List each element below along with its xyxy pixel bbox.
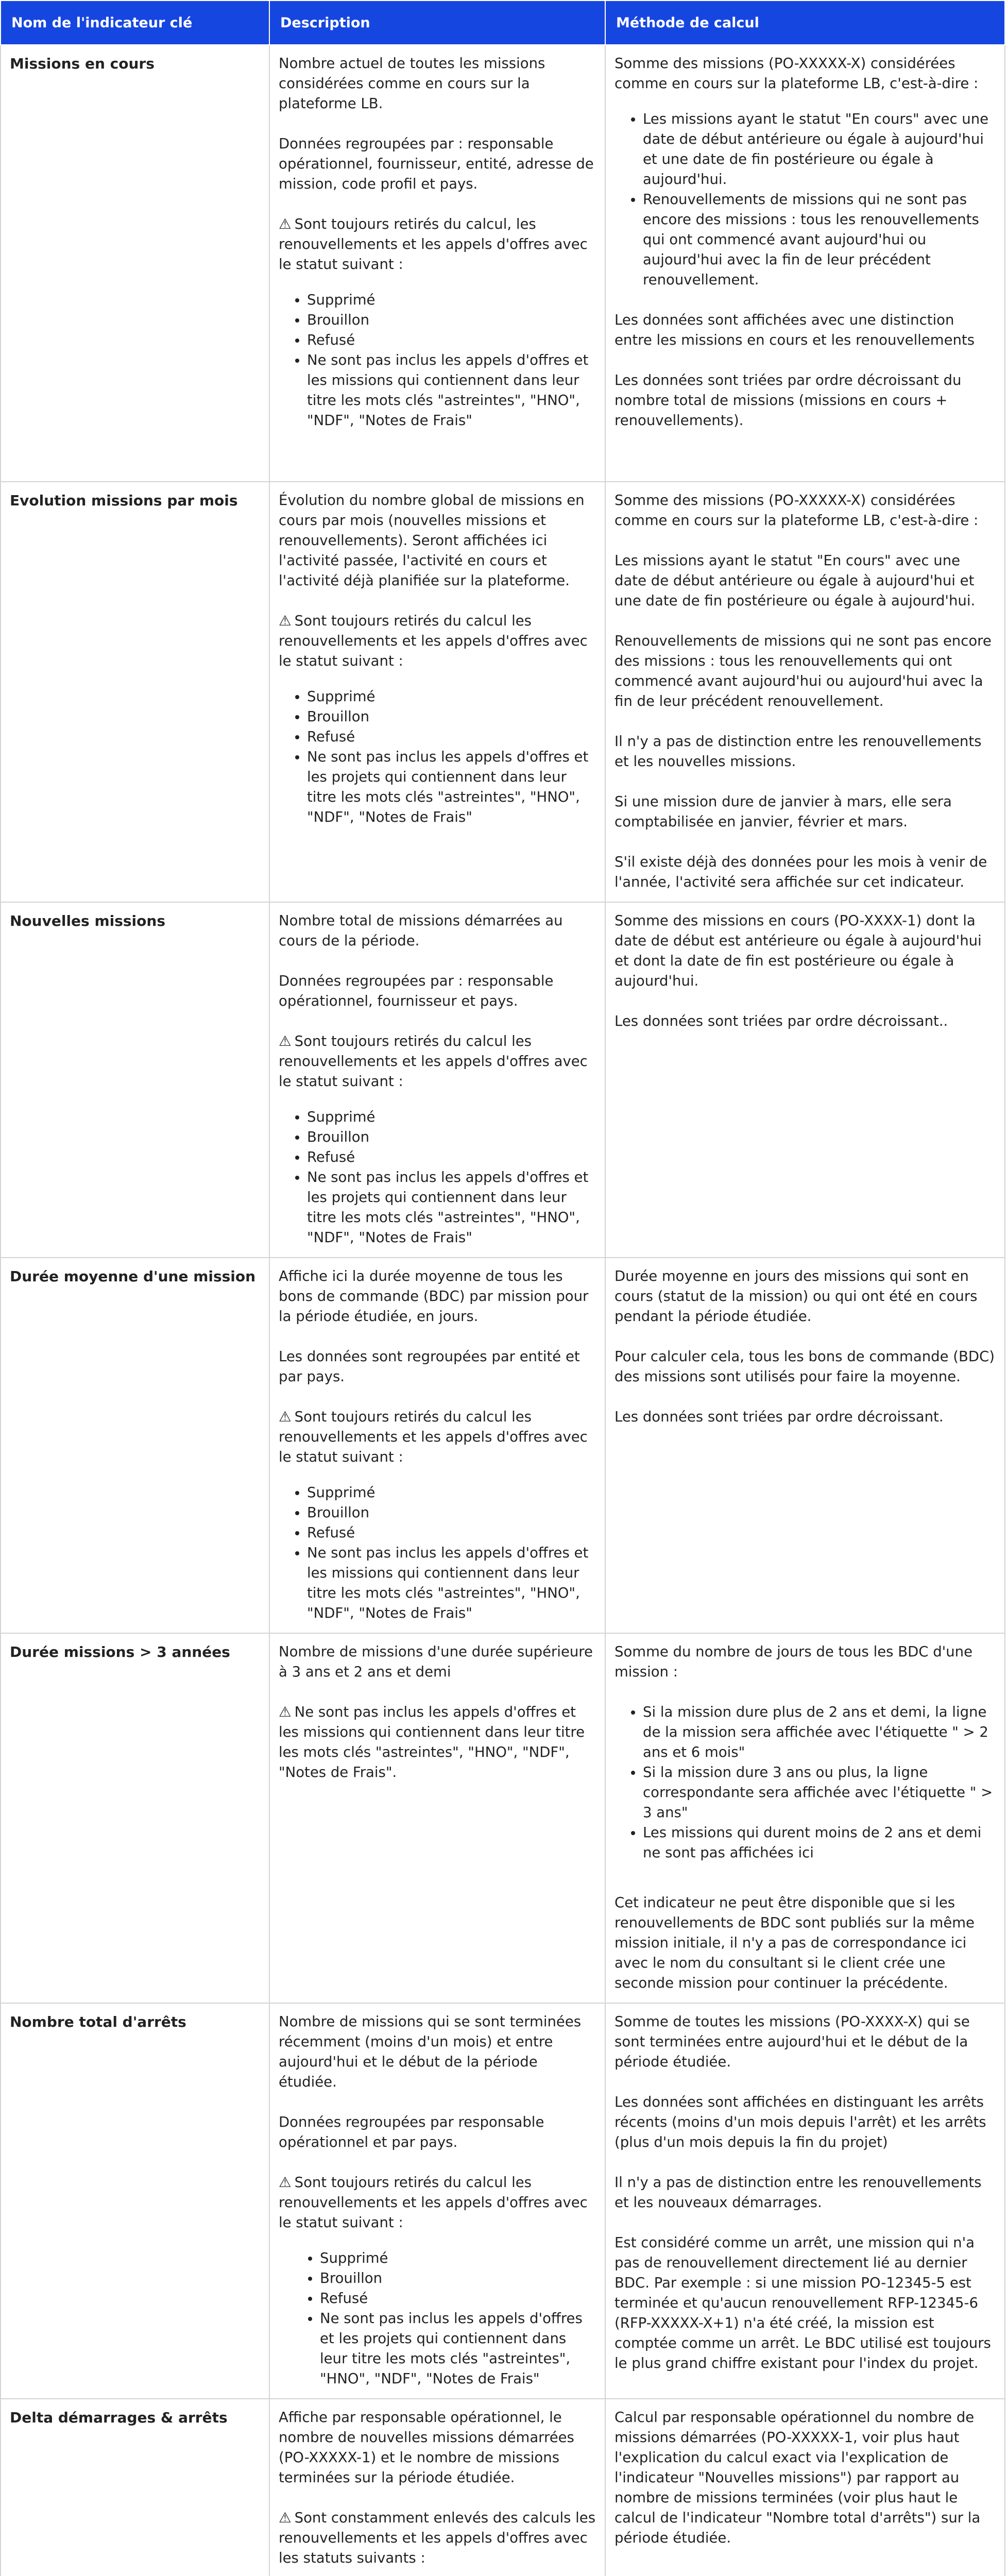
table-row bbox=[1, 45, 1005, 482]
list-item: • Supprimé bbox=[320, 2248, 596, 2268]
list-item: • Ne sont pas inclus les appels d'offres et les projets qui contiennent dans leur titre les mots clés "astreintes", "HNO", "NDF", "Notes de Frais" bbox=[307, 747, 596, 827]
description-text: Évolution du nombre global de missions en cours par mois (nouvelles missions et renouvellements). Seront affichées ici l'activité passée, l'activité en cours et l'activité déjà planifiée sur la plateforme. bbox=[279, 492, 585, 589]
list-item: • Ne sont pas inclus les appels d'offres et les projets qui contiennent dans leur titre les mots clés "astreintes", "HNO", "NDF", "Notes de Frais" bbox=[320, 2309, 596, 2389]
table-row bbox=[1, 2003, 1005, 2399]
warning-icon: ⚠ bbox=[279, 216, 292, 232]
description-cell bbox=[269, 902, 605, 1258]
description-text: Nombre de missions qui se sont terminées récemment (moins d'un mois) et entre aujourd'hui et le début de la période étudiée. bbox=[279, 2013, 582, 2090]
calculation-text: Somme du nombre de jours de tous les BDC d'une mission : bbox=[615, 1643, 973, 1680]
table-row bbox=[1, 902, 1005, 1258]
calculation-text: Les missions ayant le statut "En cours" avec une date de début antérieure ou égale à aujourd'hui et une date de fin postérieure ou égale à aujourd'hui. bbox=[615, 552, 976, 609]
warning-icon: ⚠ bbox=[279, 1704, 292, 1720]
calculation-text: Est considéré comme un arrêt, une mission qui n'a pas de renouvellement directement lié au dernier BDC. Par exemple : si une mission PO-12345-5 est terminée et qu'aucun renouvellement RFP-12345-6 (RFP-XXXXX-X+1) n'a été créé, la mission est comptée comme un arrêt. Le BDC utilisé est toujours le plus grand chiffre existant pour l'index du projet. bbox=[615, 2234, 991, 2371]
calculation-text: Les données sont triées par ordre décroissant.. bbox=[615, 1013, 948, 1029]
calculation-list bbox=[615, 1702, 996, 1863]
warning-note: ⚠ Sont toujours retirés du calcul les renouvellements et les appels d'offres avec le statut suivant : bbox=[279, 613, 588, 669]
warning-note: ⚠ Sont toujours retirés du calcul les renouvellements et les appels d'offres avec le statut suivant : bbox=[279, 2174, 588, 2231]
list-item: • Brouillon bbox=[307, 707, 596, 727]
list-item: • Refusé bbox=[307, 1523, 596, 1543]
table-row bbox=[1, 1633, 1005, 2003]
description-cell bbox=[269, 45, 605, 482]
description-cell bbox=[269, 2003, 605, 2399]
calculation-text: Les données sont affichées avec une distinction entre les missions en cours et les renouvellements bbox=[615, 312, 975, 348]
table-row bbox=[1, 2399, 1005, 2576]
list-item: • Les missions qui durent moins de 2 ans et demi ne sont pas affichées ici bbox=[643, 1823, 996, 1863]
description-text: Les données sont regroupées par entité et par pays. bbox=[279, 1348, 580, 1385]
exclusion-list bbox=[279, 687, 596, 827]
calculation-text: Calcul par responsable opérationnel du nombre de missions démarrées (PO-XXXXX-1, voir plus haut l'explication du calcul exact via l'explication de l'indicateur "Nouvelles missions") par rapport au nombre de missions terminées (voir plus haut le calcul de l'indicateur "Nombre total d'arrêts") sur la période étudiée. bbox=[615, 2409, 981, 2546]
list-item: • Brouillon bbox=[307, 310, 596, 330]
calculation-cell bbox=[605, 2003, 1005, 2399]
warning-note: ⚠ Sont toujours retirés du calcul les renouvellements et les appels d'offres avec le statut suivant : bbox=[279, 1409, 588, 1465]
calculation-text: Si une mission dure de janvier à mars, elle sera comptabilisée en janvier, février et mars. bbox=[615, 793, 952, 830]
table-row bbox=[1, 1258, 1005, 1633]
list-item: • Supprimé bbox=[307, 1483, 596, 1503]
list-item: • Brouillon bbox=[307, 1127, 596, 1147]
warning-icon: ⚠ bbox=[279, 613, 292, 629]
description-cell bbox=[269, 2399, 605, 2576]
list-item: • Ne sont pas inclus les appels d'offres et les missions qui contiennent dans leur titre les mots clés "astreintes", "HNO", "NDF", "Notes de Frais" bbox=[307, 350, 596, 431]
list-item: • Refusé bbox=[320, 2289, 596, 2309]
description-text: Données regroupées par responsable opérationnel et par pays. bbox=[279, 2114, 544, 2150]
calculation-text: Somme des missions (PO-XXXXX-X) considérées comme en cours sur la plateforme LB, c'est-à-dire : bbox=[615, 492, 979, 529]
indicator-name: Durée missions > 3 années bbox=[1, 1633, 269, 2003]
warning-note: ⚠ Sont toujours retirés du calcul, les renouvellements et les appels d'offres avec le statut suivant : bbox=[279, 216, 588, 273]
indicator-name: Missions en cours bbox=[1, 45, 269, 482]
description-text: Nombre de missions d'une durée supérieure à 3 ans et 2 ans et demi bbox=[279, 1643, 593, 1680]
list-item: • Renouvellements de missions qui ne sont pas encore des missions : tous les renouvellements qui ont commencé avant aujourd'hui ou aujourd'hui avec la fin de leur précédent renouvellement. bbox=[643, 190, 996, 290]
table-row bbox=[1, 482, 1005, 902]
calculation-text: Il n'y a pas de distinction entre les renouvellements et les nouvelles missions. bbox=[615, 733, 982, 770]
list-item: • Supprimé bbox=[307, 687, 596, 707]
warning-icon: ⚠ bbox=[279, 1409, 292, 1425]
description-cell bbox=[269, 482, 605, 902]
indicator-name: Delta démarrages & arrêts bbox=[1, 2399, 269, 2576]
table-header-row bbox=[1, 1, 1005, 45]
indicator-name: Durée moyenne d'une mission bbox=[1, 1258, 269, 1633]
calculation-text: Durée moyenne en jours des missions qui sont en cours (statut de la mission) ou qui ont été en cours pendant la période étudiée. bbox=[615, 1268, 978, 1325]
description-text: Affiche par responsable opérationnel, le nombre de nouvelles missions démarrées (PO-XXXXX-1) et le nombre de missions terminées sur la période étudiée. bbox=[279, 2409, 574, 2486]
indicator-name: Nouvelles missions bbox=[1, 902, 269, 1258]
list-item: • Brouillon bbox=[320, 2268, 596, 2289]
exclusion-list bbox=[279, 1483, 596, 1623]
calculation-text: Somme de toutes les missions (PO-XXXX-X) qui se sont terminées entre aujourd'hui et le début de la période étudiée. bbox=[615, 2013, 970, 2070]
list-item: • Refusé bbox=[307, 330, 596, 350]
calculation-cell bbox=[605, 1633, 1005, 2003]
header-description: Description bbox=[269, 1, 605, 45]
calculation-text: Somme des missions (PO-XXXXX-X) considérées comme en cours sur la plateforme LB, c'est-à-dire : bbox=[615, 55, 979, 92]
exclusion-list bbox=[279, 2248, 596, 2389]
warning-note: ⚠ Sont constamment enlevés des calculs les renouvellements et les appels d'offres avec les statuts suivants : bbox=[279, 2510, 596, 2566]
list-item: • Ne sont pas inclus les appels d'offres et les missions qui contiennent dans leur titre les mots clés "astreintes", "HNO", "NDF", "Notes de Frais" bbox=[307, 1543, 596, 1623]
calculation-list bbox=[615, 109, 996, 290]
description-text: Affiche ici la durée moyenne de tous les bons de commande (BDC) par mission pour la période étudiée, en jours. bbox=[279, 1268, 589, 1325]
description-text: Données regroupées par : responsable opérationnel, fournisseur et pays. bbox=[279, 973, 554, 1009]
warning-note: ⚠ Ne sont pas inclus les appels d'offres et les missions qui contiennent dans leur titre les mots clés "astreintes", "HNO", "NDF", "Notes de Frais". bbox=[279, 1704, 585, 1781]
list-item: • Refusé bbox=[307, 727, 596, 747]
list-item: • Refusé bbox=[307, 1147, 596, 1167]
warning-note: ⚠ Sont toujours retirés du calcul les renouvellements et les appels d'offres avec le statut suivant : bbox=[279, 1033, 588, 1090]
calculation-text: Renouvellements de missions qui ne sont pas encore des missions : tous les renouvellements qui ont commencé avant aujourd'hui ou aujourd'hui avec la fin de leur précédent renouvellement. bbox=[615, 633, 992, 709]
description-text: Données regroupées par : responsable opérationnel, fournisseur, entité, adresse de mission, code profil et pays. bbox=[279, 135, 594, 192]
list-item: • Les missions ayant le statut "En cours" avec une date de début antérieure ou égale à aujourd'hui et une date de fin postérieure ou égale à aujourd'hui. bbox=[643, 109, 996, 190]
list-item: • Si la mission dure 3 ans ou plus, la ligne correspondante sera affichée avec l'étiquette " > 3 ans" bbox=[643, 1762, 996, 1823]
header-calculation-method: Méthode de calcul bbox=[605, 1, 1005, 45]
calculation-cell bbox=[605, 45, 1005, 482]
indicator-name: Nombre total d'arrêts bbox=[1, 2003, 269, 2399]
calculation-cell bbox=[605, 482, 1005, 902]
calculation-text: Les données sont affichées en distinguant les arrêts récents (moins d'un mois depuis l'arrêt) et les arrêts (plus d'un mois depuis la fin du projet) bbox=[615, 2094, 986, 2150]
calculation-text: Pour calculer cela, tous les bons de commande (BDC) des missions sont utilisés pour faire la moyenne. bbox=[615, 1348, 995, 1385]
description-text: Nombre actuel de toutes les missions considérées comme en cours sur la plateforme LB. bbox=[279, 55, 545, 112]
list-item: • Supprimé bbox=[307, 1107, 596, 1127]
list-item: • Si la mission dure plus de 2 ans et demi, la ligne de la mission sera affichée avec l'étiquette " > 2 ans et 6 mois" bbox=[643, 1702, 996, 1762]
indicator-name: Evolution missions par mois bbox=[1, 482, 269, 902]
list-item: • Supprimé bbox=[307, 290, 596, 310]
description-text: Nombre total de missions démarrées au cours de la période. bbox=[279, 912, 563, 949]
description-cell bbox=[269, 1633, 605, 2003]
list-item: • Ne sont pas inclus les appels d'offres et les projets qui contiennent dans leur titre les mots clés "astreintes", "HNO", "NDF", "Notes de Frais" bbox=[307, 1167, 596, 1248]
calculation-text: Les données sont triées par ordre décroissant du nombre total de missions (missions en cours + renouvellements). bbox=[615, 372, 962, 429]
calculation-cell bbox=[605, 2399, 1005, 2576]
calculation-text: Il n'y a pas de distinction entre les renouvellements et les nouveaux démarrages. bbox=[615, 2174, 982, 2211]
description-cell bbox=[269, 1258, 605, 1633]
warning-icon: ⚠ bbox=[279, 2174, 292, 2191]
exclusion-list bbox=[279, 290, 596, 431]
list-item: • Brouillon bbox=[307, 1503, 596, 1523]
header-indicator-name: Nom de l'indicateur clé bbox=[1, 1, 269, 45]
calculation-text: Somme des missions en cours (PO-XXXX-1) dont la date de début est antérieure ou égale à aujourd'hui et dont la date de fin est postérieure ou égale à aujourd'hui. bbox=[615, 912, 982, 989]
calculation-cell bbox=[605, 902, 1005, 1258]
warning-icon: ⚠ bbox=[279, 2510, 292, 2526]
exclusion-list bbox=[279, 1107, 596, 1248]
warning-icon: ⚠ bbox=[279, 1033, 292, 1049]
calculation-text: Les données sont triées par ordre décroissant. bbox=[615, 1409, 944, 1425]
calculation-text: Cet indicateur ne peut être disponible que si les renouvellements de BDC sont publiés sur la même mission initiale, il n'y a pas de correspondance ici avec le nom du consultant si le client crée une seconde mission pour continuer la précédente. bbox=[615, 1894, 975, 1991]
calculation-cell bbox=[605, 1258, 1005, 1633]
calculation-text: S'il existe déjà des données pour les mois à venir de l'année, l'activité sera affichée sur cet indicateur. bbox=[615, 854, 987, 890]
